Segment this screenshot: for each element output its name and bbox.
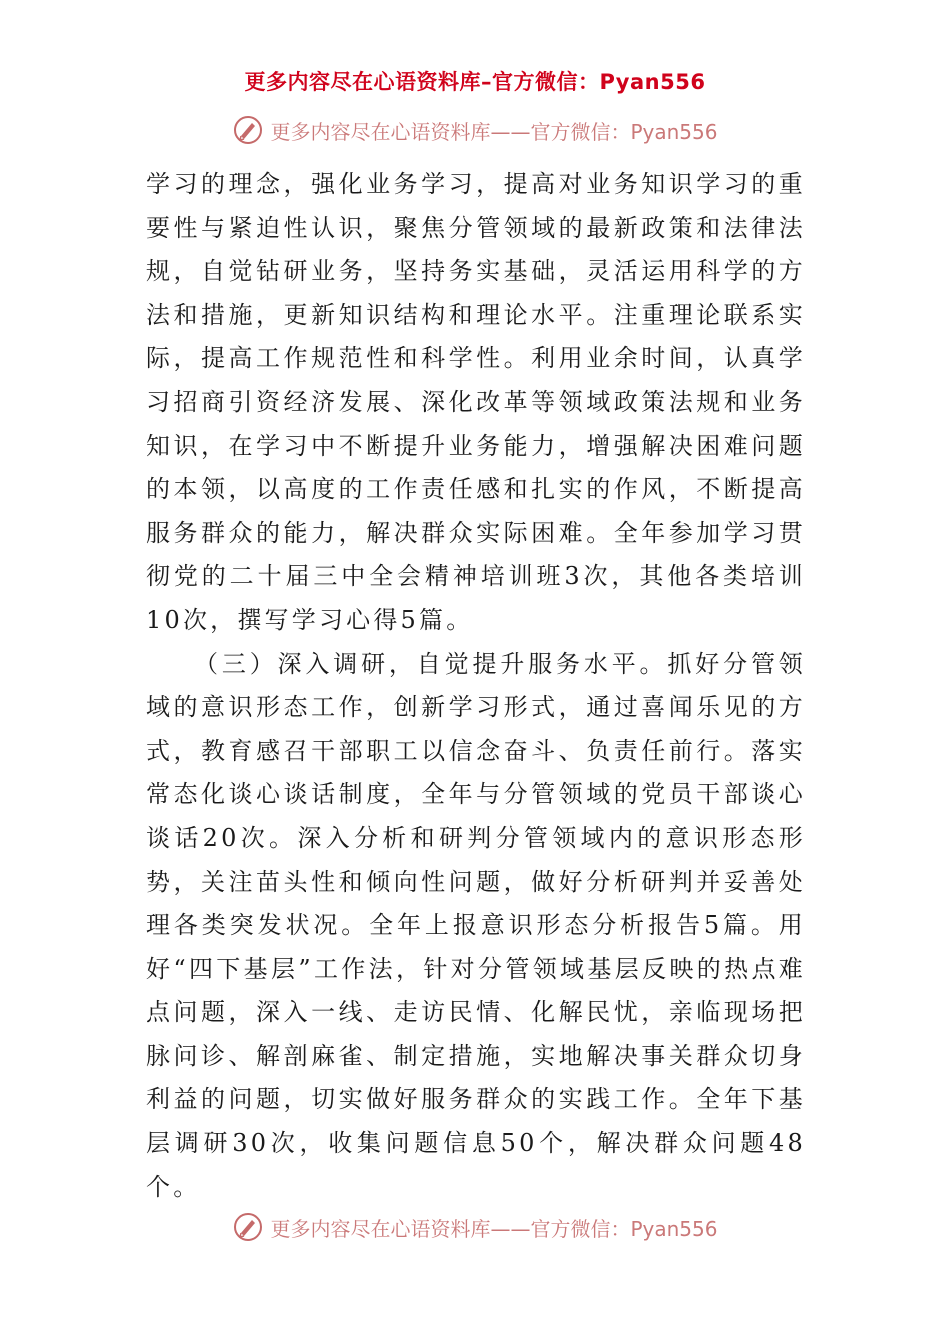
paragraph: （三）深入调研，自觉提升服务水平。抓好分管领域的意识形态工作，创新学习形式，通过喜闻乐见的方式，教育感召干部职工以信念奋斗、负责任前行。落实常态化谈心谈话制度，全年与分管领域的党员干部谈心谈话20次。深入分析和研判分管领域内的意识形态形势，关注苗头性和倾向性问题，做好分析研判并妥善处理各类突发状况。全年上报意识形态分析报告5篇。用好“四下基层”工作法，针对分管领域基层反映的热点难点问题，深入一线、走访民情、化解民忧，亲临现场把脉问诊、解剖麻雀、制定措施，实地解决事关群众切身利益的问题，切实做好服务群众的实践工作。全年下基层调研30次，收集问题信息50个，解决群众问题48个。	[146, 649, 806, 1201]
watermark-text: 更多内容尽在心语资料库——官方微信：Pyan556	[270, 119, 718, 144]
document-body	[146, 163, 806, 1209]
paragraph: 学习的理念，强化业务学习，提高对业务知识学习的重要性与紧迫性认识，聚焦分管领域的最新政策和法律法规，自觉钻研业务，坚持务实基础，灵活运用科学的方法和措施，更新知识结构和理论水平。注重理论联系实际，提高工作规范性和科学性。利用业余时间，认真学习招商引资经济发展、深化改革等领域政策法规和业务知识，在学习中不断提升业务能力，增强解决困难问题的本领，以高度的工作责任感和扎实的作风，不断提高服务群众的能力，解决群众实际困难。全年参加学习贯彻党的二十届三中全会精神培训班3次，其他各类培训10次，撰写学习心得5篇。	[146, 170, 806, 634]
watermark-bottom	[0, 1211, 950, 1243]
pen-logo-icon	[232, 114, 264, 146]
watermark-top	[0, 114, 950, 146]
header-banner: 更多内容尽在心语资料库–官方微信：Pyan556	[244, 70, 706, 94]
pen-logo-icon	[232, 1211, 264, 1243]
watermark-text: 更多内容尽在心语资料库——官方微信：Pyan556	[270, 1216, 718, 1241]
